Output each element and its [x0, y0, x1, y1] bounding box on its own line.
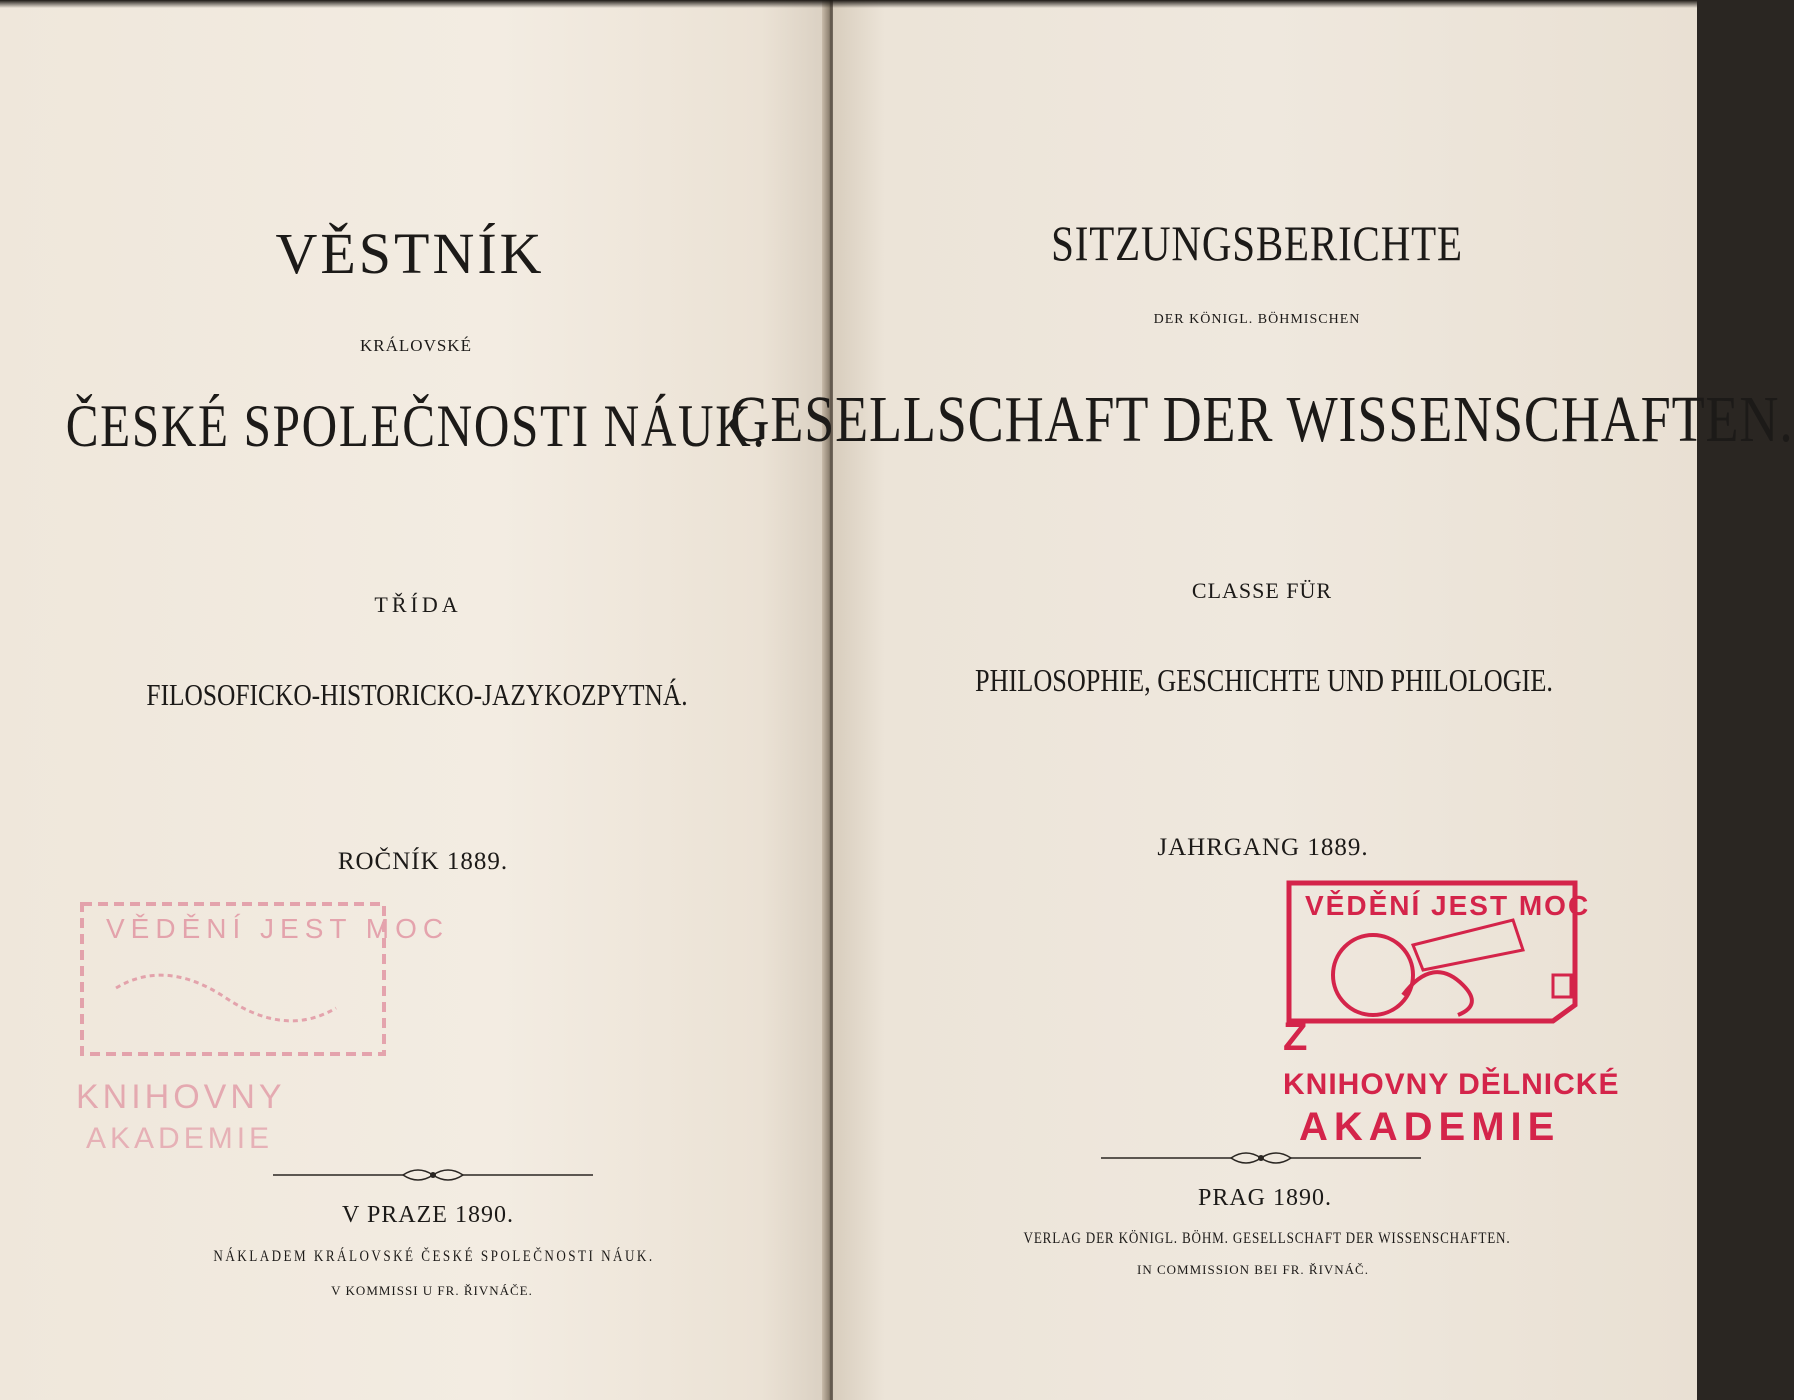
right-volume: JAHRGANG 1889.	[1157, 834, 1369, 861]
left-page	[0, 0, 828, 1400]
left-ornament-rule	[273, 1165, 593, 1185]
right-publisher: VERLAG DER KÖNIGL. BÖHM. GESELLSCHAFT DER WISSENSCHAFTEN.	[1023, 1230, 1511, 1247]
left-title: VĚSTNÍK	[275, 221, 545, 286]
left-class-label: TŘÍDA	[374, 592, 462, 617]
right-class-label: CLASSE FÜR	[1191, 578, 1333, 603]
left-volume: ROČNÍK 1889.	[337, 848, 509, 875]
faded-library-stamp	[76, 898, 450, 1158]
left-commission: V KOMMISSI U FR. ŘIVNÁČE.	[331, 1283, 533, 1298]
svg-text:KNIHOVNY: KNIHOVNY	[76, 1078, 286, 1116]
left-publisher: NÁKLADEM KRÁLOVSKÉ ČESKÉ SPOLEČNOSTI NÁUK.	[213, 1248, 655, 1265]
svg-text:VĚDĚNÍ JEST MOC: VĚDĚNÍ JEST MOC	[106, 913, 450, 944]
svg-text:KNIHOVNY DĚLNICKÉ: KNIHOVNY DĚLNICKÉ	[1283, 1068, 1620, 1101]
svg-text:AKADEMIE: AKADEMIE	[86, 1122, 274, 1155]
svg-text:Z: Z	[1283, 1015, 1308, 1059]
svg-text:AKADEMIE: AKADEMIE	[1299, 1105, 1561, 1149]
right-commission: IN COMMISSION BEI FR. ŘIVNÁČ.	[1137, 1262, 1369, 1277]
right-place-year: PRAG 1890.	[1197, 1185, 1333, 1211]
left-place-year: V PRAZE 1890.	[342, 1202, 514, 1228]
right-title: SITZUNGSBERICHTE	[1051, 215, 1463, 271]
left-subtitle: KRÁLOVSKÉ	[360, 336, 472, 355]
right-page	[730, 0, 1794, 1400]
knowledge-is-power-stamp	[1283, 875, 1603, 1025]
svg-text:VĚDĚNÍ JEST MOC: VĚDĚNÍ JEST MOC	[1305, 890, 1591, 921]
right-ornament-rule	[1101, 1148, 1421, 1168]
top-edge-shadow	[0, 0, 1697, 8]
right-class-name: PHILOSOPHIE, GESCHICHTE UND PHILOLOGIE.	[975, 662, 1553, 698]
workers-academy-library-stamp	[1283, 1012, 1623, 1152]
left-class-name: FILOSOFICKO-HISTORICKO-JAZYKOZPYTNÁ.	[146, 677, 688, 712]
left-society: ČESKÉ SPOLEČNOSTI NÁUK.	[65, 393, 767, 459]
right-society: GESELLSCHAFT DER WISSENSCHAFTEN.	[730, 383, 1794, 456]
right-subtitle: DER KÖNIGL. BÖHMISCHEN	[1153, 312, 1361, 327]
